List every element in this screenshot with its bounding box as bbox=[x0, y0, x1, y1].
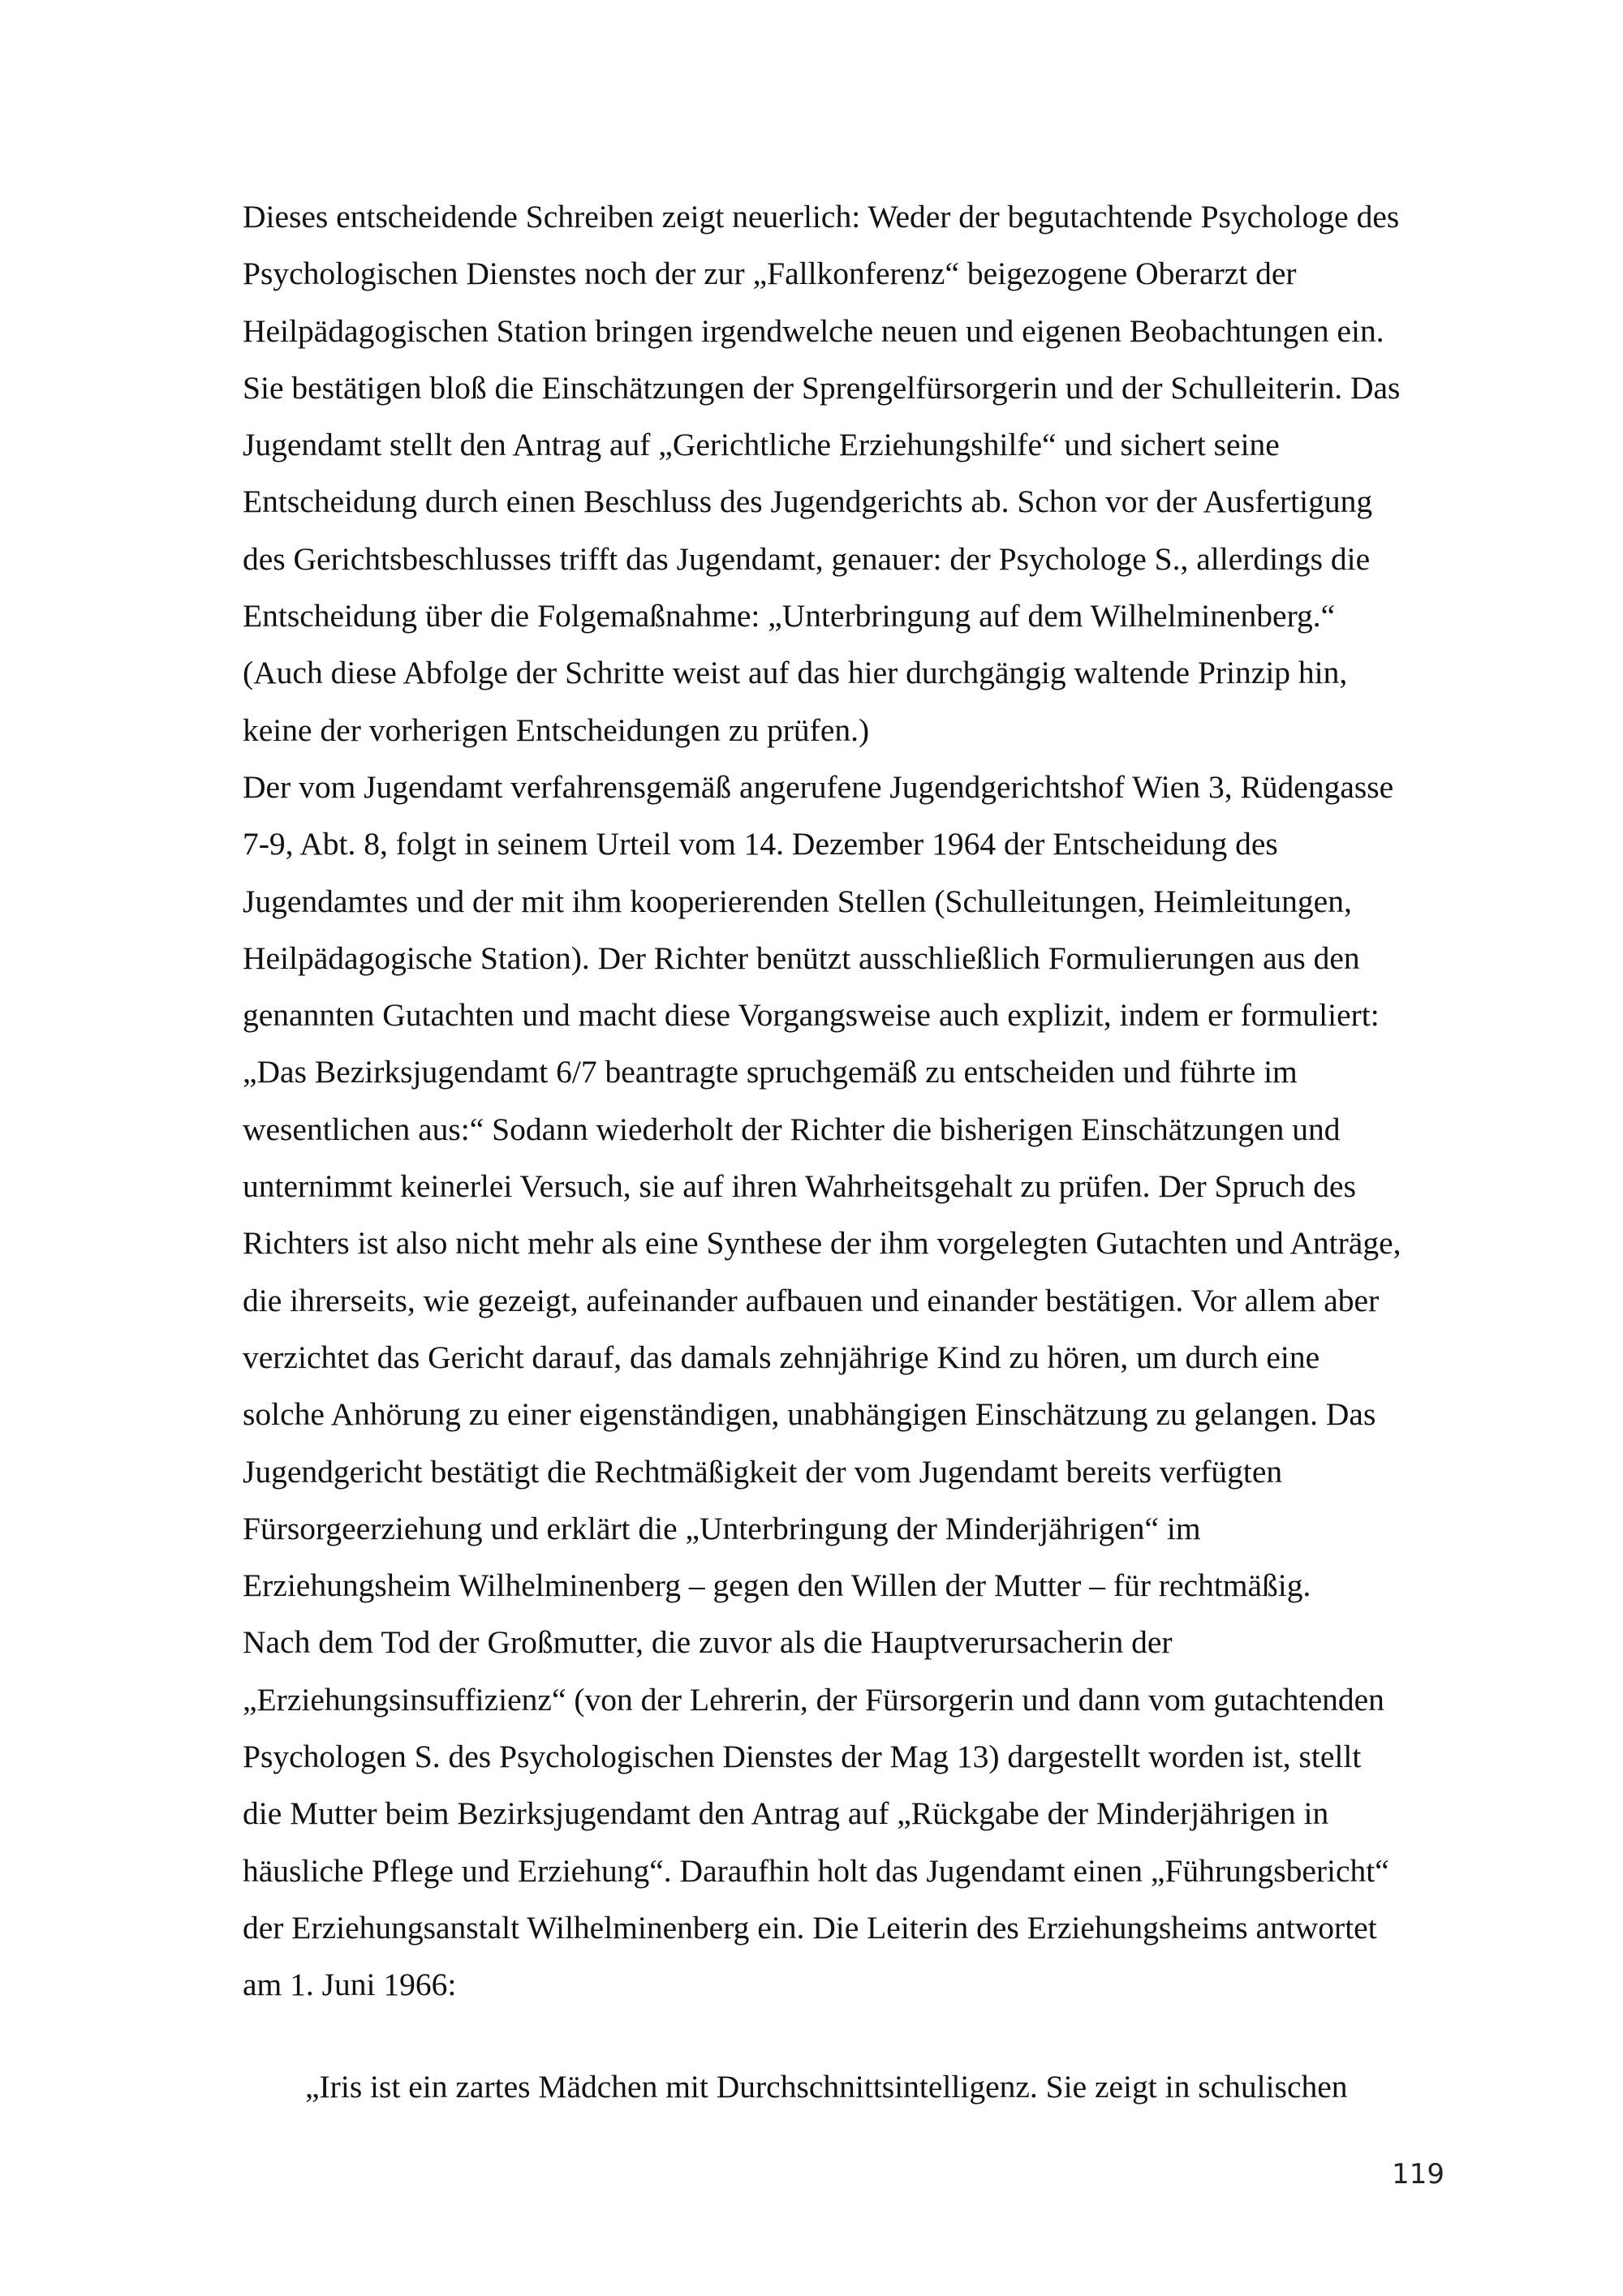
text-line: keine der vorherigen Entscheidungen zu prüfen.) bbox=[243, 712, 870, 748]
text-line: Jugendgericht bestätigt die Rechtmäßigkeit der vom Jugendamt bereits verfügten bbox=[243, 1453, 1283, 1490]
text-line: Psychologen S. des Psychologischen Dienstes der Mag 13) dargestellt worden ist, stellt bbox=[243, 1739, 1362, 1775]
text-line: Entscheidung durch einen Beschluss des Jugendgerichts ab. Schon vor der Ausfertigung bbox=[243, 484, 1373, 520]
text-line: Dieses entscheidende Schreiben zeigt neuerlich: Weder der begutachtende Psychologe des bbox=[243, 199, 1400, 234]
text-line: am 1. Juni 1966: bbox=[243, 1967, 457, 2003]
text-line: wesentlichen aus:“ Sodann wiederholt der Richter die bisherigen Einschätzungen und bbox=[243, 1111, 1341, 1147]
text-line: genannten Gutachten und macht diese Vorgangsweise auch explizit, indem er formuliert: bbox=[243, 997, 1380, 1034]
text-line: Heilpädagogischen Station bringen irgendwelche neuen und eigenen Beobachtungen ein. bbox=[243, 312, 1384, 349]
text-line: Richters ist also nicht mehr als eine Synthese der ihm vorgelegten Gutachten und Anträge, bbox=[243, 1225, 1401, 1262]
text-line: Der vom Jugendamt verfahrensgemäß angerufene Jugendgerichtshof Wien 3, Rüdengasse bbox=[243, 768, 1394, 805]
text-line: Entscheidung über die Folgemaßnahme: „Unterbringung auf dem Wilhelminenberg.“ bbox=[243, 598, 1336, 634]
text-line: 7-9, Abt. 8, folgt in seinem Urteil vom 14. Dezember 1964 der Entscheidung des bbox=[243, 826, 1278, 862]
text-line: Nach dem Tod der Großmutter, die zuvor als die Hauptverursacherin der bbox=[243, 1624, 1173, 1661]
page-number: 119 bbox=[1392, 2158, 1444, 2191]
text-line: der Erziehungsanstalt Wilhelminenberg ein. Die Leiterin des Erziehungsheims antwortet bbox=[243, 1909, 1377, 1946]
body-text bbox=[243, 188, 1444, 2014]
text-line: Jugendamtes und der mit ihm kooperierenden Stellen (Schulleitungen, Heimleitungen, bbox=[243, 883, 1352, 919]
block-quote: „Iris ist ein zartes Mädchen mit Durchschnittsintelligenz. Sie zeigt in schulischen bbox=[305, 2069, 1348, 2105]
text-line: (Auch diese Abfolge der Schritte weist auf das hier durchgängig waltende Prinzip hin, bbox=[243, 655, 1348, 691]
text-line: des Gerichtsbeschlusses trifft das Jugendamt, genauer: der Psychologe S., allerdings die bbox=[243, 540, 1371, 577]
text-line: „Das Bezirksjugendamt 6/7 beantragte spruchgemäß zu entscheiden und führte im bbox=[243, 1054, 1298, 1090]
text-line: die Mutter beim Bezirksjugendamt den Antrag auf „Rückgabe der Minderjährigen in bbox=[243, 1795, 1329, 1832]
text-line: häusliche Pflege und Erziehung“. Daraufhin holt das Jugendamt einen „Führungsbericht“ bbox=[243, 1852, 1389, 1889]
text-line: Erziehungsheim Wilhelminenberg – gegen den Willen der Mutter – für rechtmäßig. bbox=[243, 1567, 1311, 1604]
text-line: verzichtet das Gericht darauf, das damals zehnjährige Kind zu hören, um durch eine bbox=[243, 1339, 1320, 1375]
text-line: Psychologischen Dienstes noch der zur „Fallkonferenz“ beigezogene Oberarzt der bbox=[243, 256, 1297, 292]
text-line: „Erziehungsinsuffizienz“ (von der Lehrerin, der Fürsorgerin und dann vom gutachtenden bbox=[243, 1681, 1384, 1718]
text-line: Sie bestätigen bloß die Einschätzungen der Sprengelfürsorgerin und der Schulleiterin. Das bbox=[243, 369, 1401, 406]
text-line: solche Anhörung zu einer eigenständigen, unabhängigen Einschätzung zu gelangen. Das bbox=[243, 1396, 1376, 1433]
text-line: unternimmt keinerlei Versuch, sie auf ihren Wahrheitsgehalt zu prüfen. Der Spruch des bbox=[243, 1168, 1356, 1205]
text-line: Heilpädagogische Station). Der Richter benützt ausschließlich Formulierungen aus den bbox=[243, 939, 1360, 976]
text-line: Fürsorgeerziehung und erklärt die „Unterbringung der Minderjährigen“ im bbox=[243, 1510, 1201, 1546]
text-line: Jugendamt stellt den Antrag auf „Gerichtliche Erziehungshilfe“ und sichert seine bbox=[243, 427, 1280, 463]
text-line: die ihrerseits, wie gezeigt, aufeinander aufbauen und einander bestätigen. Vor allem aber bbox=[243, 1282, 1380, 1318]
